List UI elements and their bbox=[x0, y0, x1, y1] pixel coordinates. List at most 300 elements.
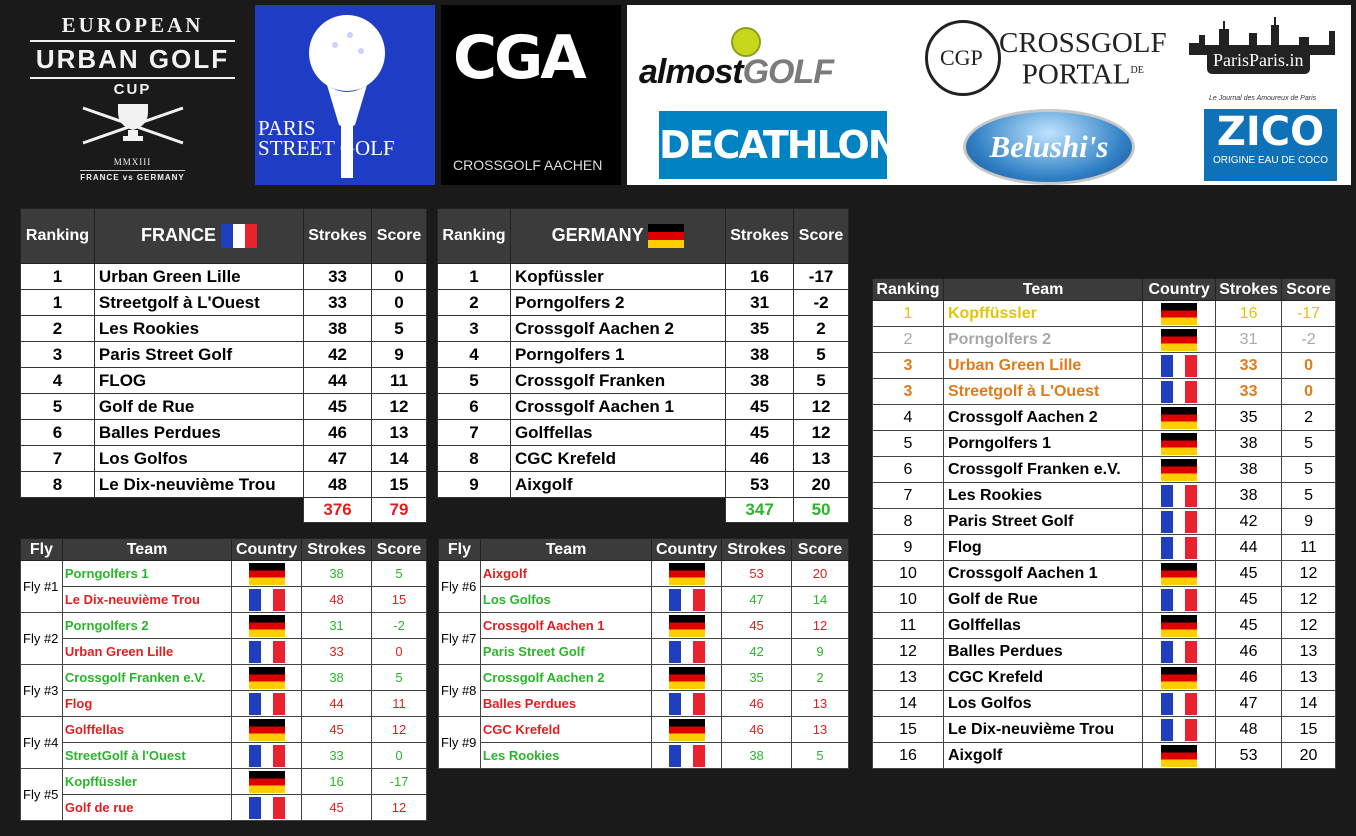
flight-row bbox=[439, 561, 849, 587]
team-cell: Urban Green Lille bbox=[94, 264, 303, 290]
strokes-cell: 45 bbox=[304, 394, 372, 420]
score-cell: 20 bbox=[792, 561, 849, 587]
country-cell bbox=[232, 613, 302, 639]
strokes-cell: 38 bbox=[1216, 483, 1282, 509]
team-cell: Flog bbox=[943, 535, 1142, 561]
table-row bbox=[21, 420, 427, 446]
france-flag-icon bbox=[1161, 537, 1197, 559]
flight-row bbox=[439, 613, 849, 639]
strokes-cell: 53 bbox=[1216, 743, 1282, 769]
strokes-cell: 16 bbox=[726, 264, 794, 290]
germany-flag-icon bbox=[1161, 667, 1197, 689]
strokes-cell: 35 bbox=[722, 665, 792, 691]
score-cell: 0 bbox=[372, 264, 427, 290]
score-cell: 2 bbox=[792, 665, 849, 691]
strokes-cell: 46 bbox=[722, 717, 792, 743]
team-cell: Balles Perdues bbox=[480, 691, 651, 717]
score-cell: 0 bbox=[1282, 379, 1336, 405]
rank-cell: 7 bbox=[873, 483, 944, 509]
table-row bbox=[438, 368, 849, 394]
strokes-cell: 38 bbox=[726, 342, 794, 368]
country-cell bbox=[1143, 301, 1216, 327]
almostgolf-logo bbox=[639, 53, 833, 92]
germany-flag-icon bbox=[1161, 329, 1197, 351]
team-cell: Porngolfers 2 bbox=[510, 290, 725, 316]
team-cell: Le Dix-neuvième Trou bbox=[943, 717, 1142, 743]
germany-flag-icon bbox=[1161, 615, 1197, 637]
country-cell bbox=[232, 665, 302, 691]
score-cell: 14 bbox=[372, 446, 427, 472]
table-row bbox=[873, 457, 1336, 483]
score-cell: 12 bbox=[372, 394, 427, 420]
score-cell: 11 bbox=[372, 368, 427, 394]
rank-cell: 8 bbox=[873, 509, 944, 535]
fly-label: Fly #8 bbox=[439, 665, 481, 717]
table-row bbox=[438, 446, 849, 472]
score-cell: 12 bbox=[1282, 613, 1336, 639]
country-cell bbox=[232, 691, 302, 717]
col-country: Country bbox=[232, 539, 302, 561]
fly-label: Fly #7 bbox=[439, 613, 481, 665]
country-cell bbox=[652, 639, 722, 665]
flight-row bbox=[21, 613, 427, 639]
score-cell: 12 bbox=[792, 613, 849, 639]
score-cell: 12 bbox=[794, 394, 849, 420]
parisparis-text: ParisParis.in bbox=[1207, 47, 1310, 74]
score-cell: 0 bbox=[372, 743, 427, 769]
col-score: Score bbox=[794, 209, 849, 264]
strokes-cell: 38 bbox=[302, 561, 372, 587]
strokes-cell: 47 bbox=[1216, 691, 1282, 717]
table-row bbox=[21, 290, 427, 316]
team-cell: Porngolfers 1 bbox=[62, 561, 231, 587]
strokes-cell: 46 bbox=[722, 691, 792, 717]
germany-flag-icon bbox=[648, 224, 684, 248]
rank-cell: 12 bbox=[873, 639, 944, 665]
country-cell bbox=[1143, 717, 1216, 743]
team-cell: Golf de Rue bbox=[943, 587, 1142, 613]
strokes-cell: 45 bbox=[726, 420, 794, 446]
table-row bbox=[873, 691, 1336, 717]
col-strokes: Strokes bbox=[304, 209, 372, 264]
table-row bbox=[21, 342, 427, 368]
rank-cell: 3 bbox=[21, 342, 95, 368]
strokes-cell: 53 bbox=[722, 561, 792, 587]
germany-flag-icon bbox=[669, 667, 705, 689]
germany-ranking-table bbox=[437, 208, 849, 523]
rank-cell: 7 bbox=[438, 420, 511, 446]
team-cell: Flog bbox=[62, 691, 231, 717]
strokes-cell: 46 bbox=[304, 420, 372, 446]
rank-cell: 3 bbox=[438, 316, 511, 342]
trophy-clubs-icon bbox=[73, 98, 193, 148]
team-cell: Balles Perdues bbox=[94, 420, 303, 446]
strokes-cell: 44 bbox=[1216, 535, 1282, 561]
team-cell: Streetgolf à L'Ouest bbox=[94, 290, 303, 316]
table-row bbox=[438, 420, 849, 446]
blank-cell bbox=[438, 498, 511, 523]
country-cell bbox=[1143, 561, 1216, 587]
flight-row bbox=[21, 769, 427, 795]
germany-flag-icon bbox=[669, 563, 705, 585]
rank-cell: 7 bbox=[21, 446, 95, 472]
team-cell: Golffellas bbox=[62, 717, 231, 743]
rank-cell: 1 bbox=[438, 264, 511, 290]
france-flag-icon bbox=[669, 589, 705, 611]
fly-label: Fly #6 bbox=[439, 561, 481, 613]
team-cell: Golf de Rue bbox=[94, 394, 303, 420]
table-row bbox=[438, 394, 849, 420]
logo-year: MMXIII bbox=[113, 157, 152, 167]
team-cell: Les Rookies bbox=[943, 483, 1142, 509]
zico-logo bbox=[1204, 109, 1337, 181]
country-cell bbox=[232, 717, 302, 743]
rank-cell: 3 bbox=[873, 353, 944, 379]
country-cell bbox=[652, 743, 722, 769]
team-cell: Kopffüssler bbox=[62, 769, 231, 795]
rank-cell: 2 bbox=[21, 316, 95, 342]
flight-row bbox=[21, 587, 427, 613]
table-row bbox=[438, 264, 849, 290]
psg-line-1: PARIS bbox=[258, 116, 316, 140]
team-cell: Crossgolf Franken e.V. bbox=[62, 665, 231, 691]
flight-row bbox=[21, 665, 427, 691]
score-cell: 13 bbox=[792, 691, 849, 717]
rank-cell: 8 bbox=[438, 446, 511, 472]
belushis-logo: Belushi's bbox=[963, 109, 1135, 185]
strokes-cell: 53 bbox=[726, 472, 794, 498]
table-row bbox=[21, 472, 427, 498]
strokes-cell: 48 bbox=[304, 472, 372, 498]
country-cell bbox=[652, 561, 722, 587]
table-row bbox=[873, 405, 1336, 431]
france-flag-icon bbox=[1161, 485, 1197, 507]
col-strokes: Strokes bbox=[722, 539, 792, 561]
parisparis-sub: Le Journal des Amoureux de Paris bbox=[1209, 95, 1317, 102]
germany-flag-icon bbox=[249, 615, 285, 637]
team-cell: Porngolfers 1 bbox=[510, 342, 725, 368]
logo-line-cup: CUP bbox=[113, 81, 152, 98]
rank-cell: 9 bbox=[873, 535, 944, 561]
team-cell: Aixgolf bbox=[480, 561, 651, 587]
rank-cell: 5 bbox=[21, 394, 95, 420]
rank-cell: 15 bbox=[873, 717, 944, 743]
table-row bbox=[873, 353, 1336, 379]
fly-label: Fly #5 bbox=[21, 769, 63, 821]
strokes-cell: 47 bbox=[722, 587, 792, 613]
psg-line-2: STREET GOLF bbox=[258, 136, 395, 160]
score-cell: 11 bbox=[372, 691, 427, 717]
france-ranking-table bbox=[20, 208, 427, 523]
team-cell: Paris Street Golf bbox=[943, 509, 1142, 535]
score-cell: 15 bbox=[372, 587, 427, 613]
strokes-cell: 16 bbox=[302, 769, 372, 795]
team-cell: FLOG bbox=[94, 368, 303, 394]
team-cell: Crossgolf Franken e.V. bbox=[943, 457, 1142, 483]
col-score: Score bbox=[372, 209, 427, 264]
strokes-cell: 42 bbox=[1216, 509, 1282, 535]
rank-cell: 1 bbox=[873, 301, 944, 327]
score-cell: 13 bbox=[792, 717, 849, 743]
france-flag-icon bbox=[1161, 641, 1197, 663]
country-cell bbox=[652, 691, 722, 717]
rank-cell: 5 bbox=[873, 431, 944, 457]
fly-label: Fly #3 bbox=[21, 665, 63, 717]
germany-flag-icon bbox=[669, 719, 705, 741]
strokes-cell: 33 bbox=[1216, 379, 1282, 405]
rank-cell: 4 bbox=[21, 368, 95, 394]
score-cell: 5 bbox=[1282, 431, 1336, 457]
country-cell bbox=[1143, 535, 1216, 561]
col-strokes: Strokes bbox=[726, 209, 794, 264]
score-cell: 5 bbox=[372, 316, 427, 342]
strokes-cell: 33 bbox=[302, 639, 372, 665]
team-cell: StreetGolf à l'Ouest bbox=[62, 743, 231, 769]
strokes-cell: 31 bbox=[1216, 327, 1282, 353]
table-row bbox=[873, 509, 1336, 535]
strokes-cell: 42 bbox=[304, 342, 372, 368]
col-ranking: Ranking bbox=[873, 279, 944, 301]
country-cell bbox=[232, 639, 302, 665]
rank-cell: 10 bbox=[873, 561, 944, 587]
germany-title bbox=[510, 209, 725, 264]
rank-cell: 2 bbox=[873, 327, 944, 353]
score-cell: 12 bbox=[1282, 587, 1336, 613]
table-row bbox=[873, 379, 1336, 405]
team-cell: CGC Krefeld bbox=[480, 717, 651, 743]
score-cell: 5 bbox=[1282, 457, 1336, 483]
table-row bbox=[873, 665, 1336, 691]
strokes-cell: 38 bbox=[304, 316, 372, 342]
fly-label: Fly #2 bbox=[21, 613, 63, 665]
rank-cell: 4 bbox=[438, 342, 511, 368]
rank-cell: 13 bbox=[873, 665, 944, 691]
rank-cell: 2 bbox=[438, 290, 511, 316]
score-cell: 0 bbox=[372, 290, 427, 316]
team-cell: Aixgolf bbox=[510, 472, 725, 498]
france-flag-icon bbox=[249, 641, 285, 663]
france-flag-icon bbox=[669, 745, 705, 767]
team-cell: Urban Green Lille bbox=[62, 639, 231, 665]
flight-row bbox=[439, 587, 849, 613]
strokes-cell: 38 bbox=[1216, 457, 1282, 483]
team-cell: Kopffüssler bbox=[943, 301, 1142, 327]
germany-flag-icon bbox=[669, 615, 705, 637]
flights-table-right bbox=[438, 538, 849, 769]
col-country: Country bbox=[1143, 279, 1216, 301]
country-cell bbox=[1143, 405, 1216, 431]
cga-mark: CGA bbox=[453, 23, 584, 93]
country-cell bbox=[1143, 457, 1216, 483]
total-score: 79 bbox=[372, 498, 427, 523]
score-cell: 0 bbox=[372, 639, 427, 665]
france-flag-icon bbox=[249, 745, 285, 767]
almost-text: almost bbox=[639, 53, 743, 91]
country-cell bbox=[1143, 743, 1216, 769]
col-score: Score bbox=[372, 539, 427, 561]
team-cell: Paris Street Golf bbox=[94, 342, 303, 368]
team-cell: Les Rookies bbox=[480, 743, 651, 769]
score-cell: 15 bbox=[372, 472, 427, 498]
score-cell: 2 bbox=[1282, 405, 1336, 431]
rank-cell: 6 bbox=[21, 420, 95, 446]
totals-row bbox=[21, 498, 427, 523]
flight-row bbox=[439, 691, 849, 717]
score-cell: 5 bbox=[372, 665, 427, 691]
rank-cell: 3 bbox=[873, 379, 944, 405]
golf-text: GOLF bbox=[742, 53, 834, 91]
france-flag-icon bbox=[1161, 355, 1197, 377]
germany-flag-icon bbox=[1161, 563, 1197, 585]
score-cell: 5 bbox=[372, 561, 427, 587]
col-strokes: Strokes bbox=[1216, 279, 1282, 301]
strokes-cell: 31 bbox=[726, 290, 794, 316]
flight-row bbox=[21, 795, 427, 821]
france-flag-icon bbox=[1161, 381, 1197, 403]
strokes-cell: 47 bbox=[304, 446, 372, 472]
france-title bbox=[94, 209, 303, 264]
strokes-cell: 33 bbox=[304, 264, 372, 290]
rank-cell: 11 bbox=[873, 613, 944, 639]
country-cell bbox=[1143, 353, 1216, 379]
france-flag-icon bbox=[669, 693, 705, 715]
score-cell: -17 bbox=[794, 264, 849, 290]
score-cell: 5 bbox=[794, 342, 849, 368]
score-cell: 5 bbox=[1282, 483, 1336, 509]
rank-cell: 14 bbox=[873, 691, 944, 717]
col-team: Team bbox=[62, 539, 231, 561]
flight-row bbox=[21, 717, 427, 743]
european-urban-golf-cup-logo bbox=[20, 5, 245, 185]
country-cell bbox=[1143, 639, 1216, 665]
country-cell bbox=[1143, 431, 1216, 457]
germany-flag-icon bbox=[249, 563, 285, 585]
team-cell: Crossgolf Aachen 1 bbox=[480, 613, 651, 639]
rank-cell: 5 bbox=[438, 368, 511, 394]
france-flag-icon bbox=[221, 224, 257, 248]
team-cell: Crossgolf Aachen 2 bbox=[510, 316, 725, 342]
table-row bbox=[438, 472, 849, 498]
strokes-cell: 45 bbox=[1216, 587, 1282, 613]
score-cell: 12 bbox=[794, 420, 849, 446]
germany-title-text: GERMANY bbox=[551, 224, 644, 245]
flight-row bbox=[439, 743, 849, 769]
table-row bbox=[873, 743, 1336, 769]
rank-cell: 6 bbox=[438, 394, 511, 420]
rank-cell: 1 bbox=[21, 264, 95, 290]
table-row bbox=[873, 639, 1336, 665]
team-cell: Urban Green Lille bbox=[943, 353, 1142, 379]
strokes-cell: 44 bbox=[304, 368, 372, 394]
team-cell: Porngolfers 1 bbox=[943, 431, 1142, 457]
team-cell: Crossgolf Aachen 2 bbox=[943, 405, 1142, 431]
fly-label: Fly #1 bbox=[21, 561, 63, 613]
flight-row bbox=[21, 561, 427, 587]
team-cell: Crossgolf Franken bbox=[510, 368, 725, 394]
strokes-cell: 42 bbox=[722, 639, 792, 665]
crossgolf-portal-ball-icon bbox=[925, 20, 1001, 96]
country-cell bbox=[1143, 691, 1216, 717]
flights-table-left bbox=[20, 538, 427, 821]
strokes-cell: 38 bbox=[302, 665, 372, 691]
score-cell: 13 bbox=[1282, 665, 1336, 691]
table-row bbox=[873, 431, 1336, 457]
score-cell: 13 bbox=[372, 420, 427, 446]
strokes-cell: 33 bbox=[1216, 353, 1282, 379]
score-cell: 13 bbox=[1282, 639, 1336, 665]
score-cell: 15 bbox=[1282, 717, 1336, 743]
team-cell: Los Golfos bbox=[943, 691, 1142, 717]
france-flag-icon bbox=[1161, 589, 1197, 611]
rank-cell: 16 bbox=[873, 743, 944, 769]
strokes-cell: 16 bbox=[1216, 301, 1282, 327]
strokes-cell: 46 bbox=[726, 446, 794, 472]
decathlon-logo: DECATHLON bbox=[659, 111, 887, 179]
team-cell: CGC Krefeld bbox=[943, 665, 1142, 691]
table-row bbox=[873, 561, 1336, 587]
crossgolf-aachen-logo bbox=[441, 5, 621, 185]
france-flag-icon bbox=[1161, 511, 1197, 533]
country-cell bbox=[232, 743, 302, 769]
team-cell: Golf de rue bbox=[62, 795, 231, 821]
table-row bbox=[21, 368, 427, 394]
score-cell: 20 bbox=[1282, 743, 1336, 769]
country-cell bbox=[652, 665, 722, 691]
overall-ranking-table bbox=[872, 278, 1336, 769]
score-cell: 12 bbox=[1282, 561, 1336, 587]
strokes-cell: 48 bbox=[1216, 717, 1282, 743]
strokes-cell: 45 bbox=[1216, 613, 1282, 639]
score-cell: 9 bbox=[792, 639, 849, 665]
score-cell: 14 bbox=[1282, 691, 1336, 717]
score-cell: 5 bbox=[794, 368, 849, 394]
team-cell: Crossgolf Aachen 2 bbox=[480, 665, 651, 691]
france-flag-icon bbox=[1161, 719, 1197, 741]
crossgolf-portal-logo: CROSSGOLF $PORTAL^{DE}$ bbox=[999, 27, 1167, 91]
country-cell bbox=[232, 587, 302, 613]
table-row bbox=[438, 342, 849, 368]
country-cell bbox=[232, 795, 302, 821]
strokes-cell: 45 bbox=[302, 795, 372, 821]
strokes-cell: 48 bbox=[302, 587, 372, 613]
table-row bbox=[873, 535, 1336, 561]
col-ranking: Ranking bbox=[438, 209, 511, 264]
country-cell bbox=[652, 717, 722, 743]
table-row bbox=[873, 587, 1336, 613]
country-cell bbox=[1143, 483, 1216, 509]
score-cell: 12 bbox=[372, 795, 427, 821]
score-cell: 2 bbox=[794, 316, 849, 342]
strokes-cell: 44 bbox=[302, 691, 372, 717]
germany-flag-icon bbox=[249, 719, 285, 741]
germany-flag-icon bbox=[249, 771, 285, 793]
strokes-cell: 38 bbox=[722, 743, 792, 769]
country-cell bbox=[1143, 665, 1216, 691]
blank-cell bbox=[21, 498, 95, 523]
total-strokes: 376 bbox=[304, 498, 372, 523]
france-flag-icon bbox=[249, 797, 285, 819]
france-flag-icon bbox=[669, 641, 705, 663]
france-flag-icon bbox=[249, 693, 285, 715]
germany-flag-icon bbox=[1161, 407, 1197, 429]
strokes-cell: 33 bbox=[302, 743, 372, 769]
col-strokes: Strokes bbox=[302, 539, 372, 561]
score-cell: -2 bbox=[372, 613, 427, 639]
score-cell: -2 bbox=[1282, 327, 1336, 353]
flight-row bbox=[439, 639, 849, 665]
table-row bbox=[873, 301, 1336, 327]
flight-row bbox=[439, 665, 849, 691]
